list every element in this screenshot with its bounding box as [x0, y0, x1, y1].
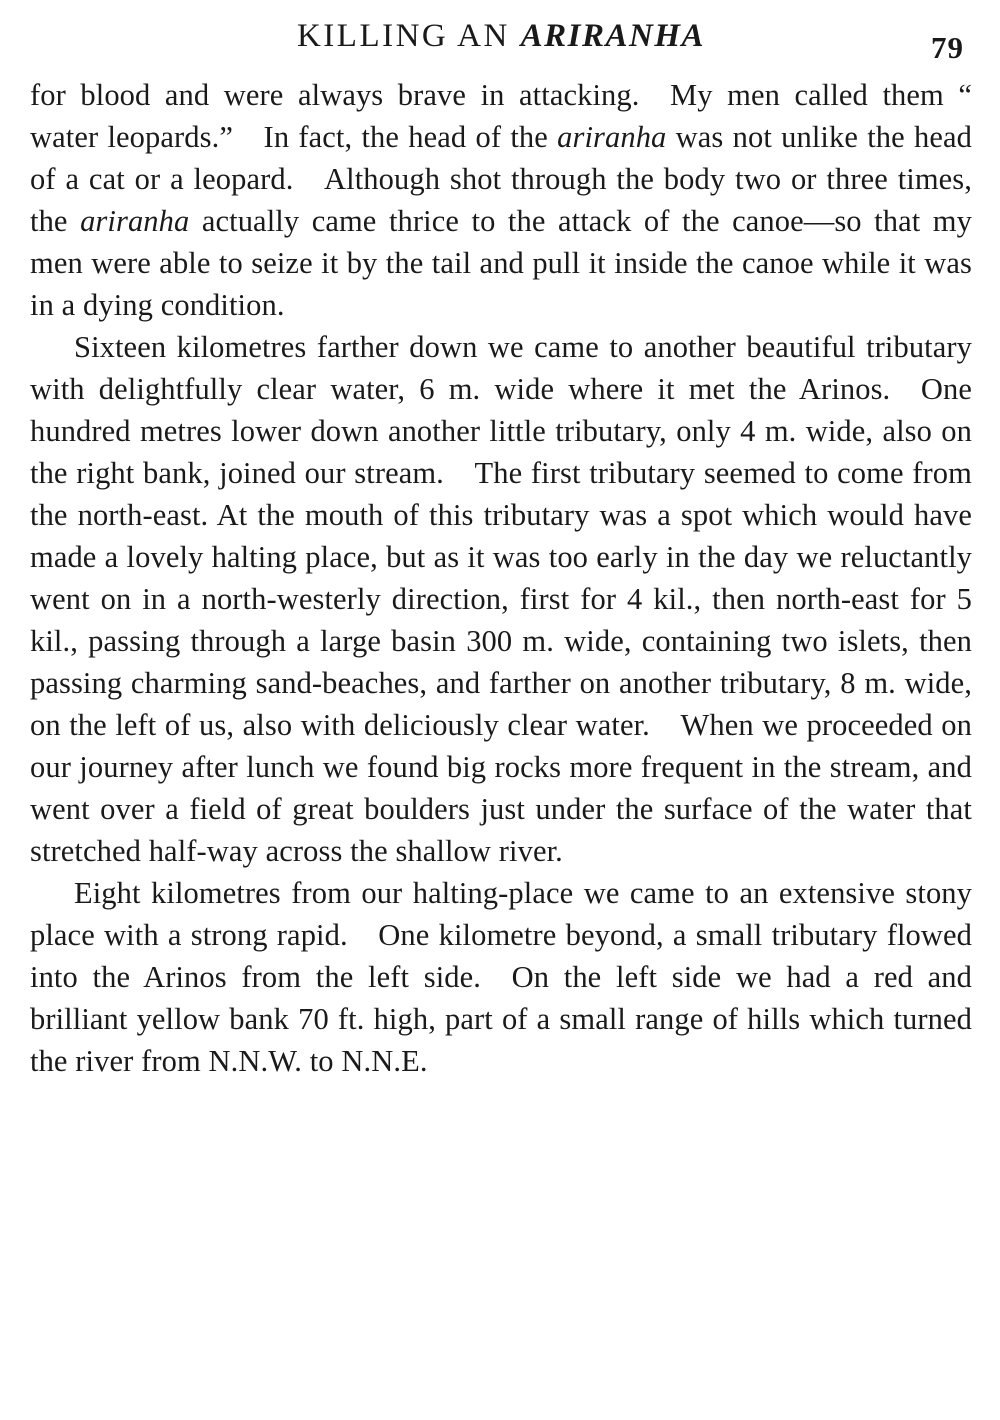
text-run: ariranha	[80, 204, 190, 238]
page-title-italic: ARIRANHA	[520, 18, 706, 54]
paragraph-2	[30, 326, 972, 872]
text-run: ariranha	[557, 120, 667, 154]
paragraph-3	[30, 872, 972, 1082]
running-head	[30, 18, 972, 68]
page-title	[297, 18, 705, 55]
paragraph-1	[30, 74, 972, 326]
text-run: actually came thrice to the attack of the canoe—so that my men were able to seize it by the tail and pull it inside the canoe while it was in a dying condition.	[30, 204, 972, 322]
page-title-plain: KILLING AN	[296, 18, 521, 54]
text-run: Sixteen kilometres farther down we came to another beautiful tributary with delightfully clear water, 6 m. wide where it met the Arinos. One hundred metres lower down another little tributary, only 4 m. wide, also on the right bank, joined our stream. The first tributary seemed to come from the north-east. At the mouth of this tributary was a spot which would have made a lovely halting place, but as it was too early in the day we reluctantly went on in a north-westerly direction, first for 4 kil., then north-east for 5 kil., passing through a large basin 300 m. wide, containing two islets, then passing charming sand-beaches, and farther on another tributary, 8 m. wide, on the left of us, also with deliciously clear water. When we proceeded on our journey after lunch we found big rocks more frequent in the stream, and went over a field of great boulders just under the surface of the water that stretched half-way across the shallow river.	[30, 330, 972, 868]
text-run: for blood and were always brave in attacking. My men called them “ water leopards.” In fact, the head of the	[30, 78, 972, 154]
text-run: was not unlike the head of a cat or a leopard. Although shot through the body two or three times, the	[30, 120, 972, 238]
text-run: Eight kilometres from our halting-place we came to an extensive stony place with a strong rapid. One kilometre beyond, a small tributary flowed into the Arinos from the left side. On the left side we had a red and brilliant yellow bank 70 ft. high, part of a small range of hills which turned the river from N.N.W. to N.N.E.	[30, 876, 972, 1078]
page-number: 79	[931, 30, 964, 65]
body-text	[30, 74, 972, 1082]
